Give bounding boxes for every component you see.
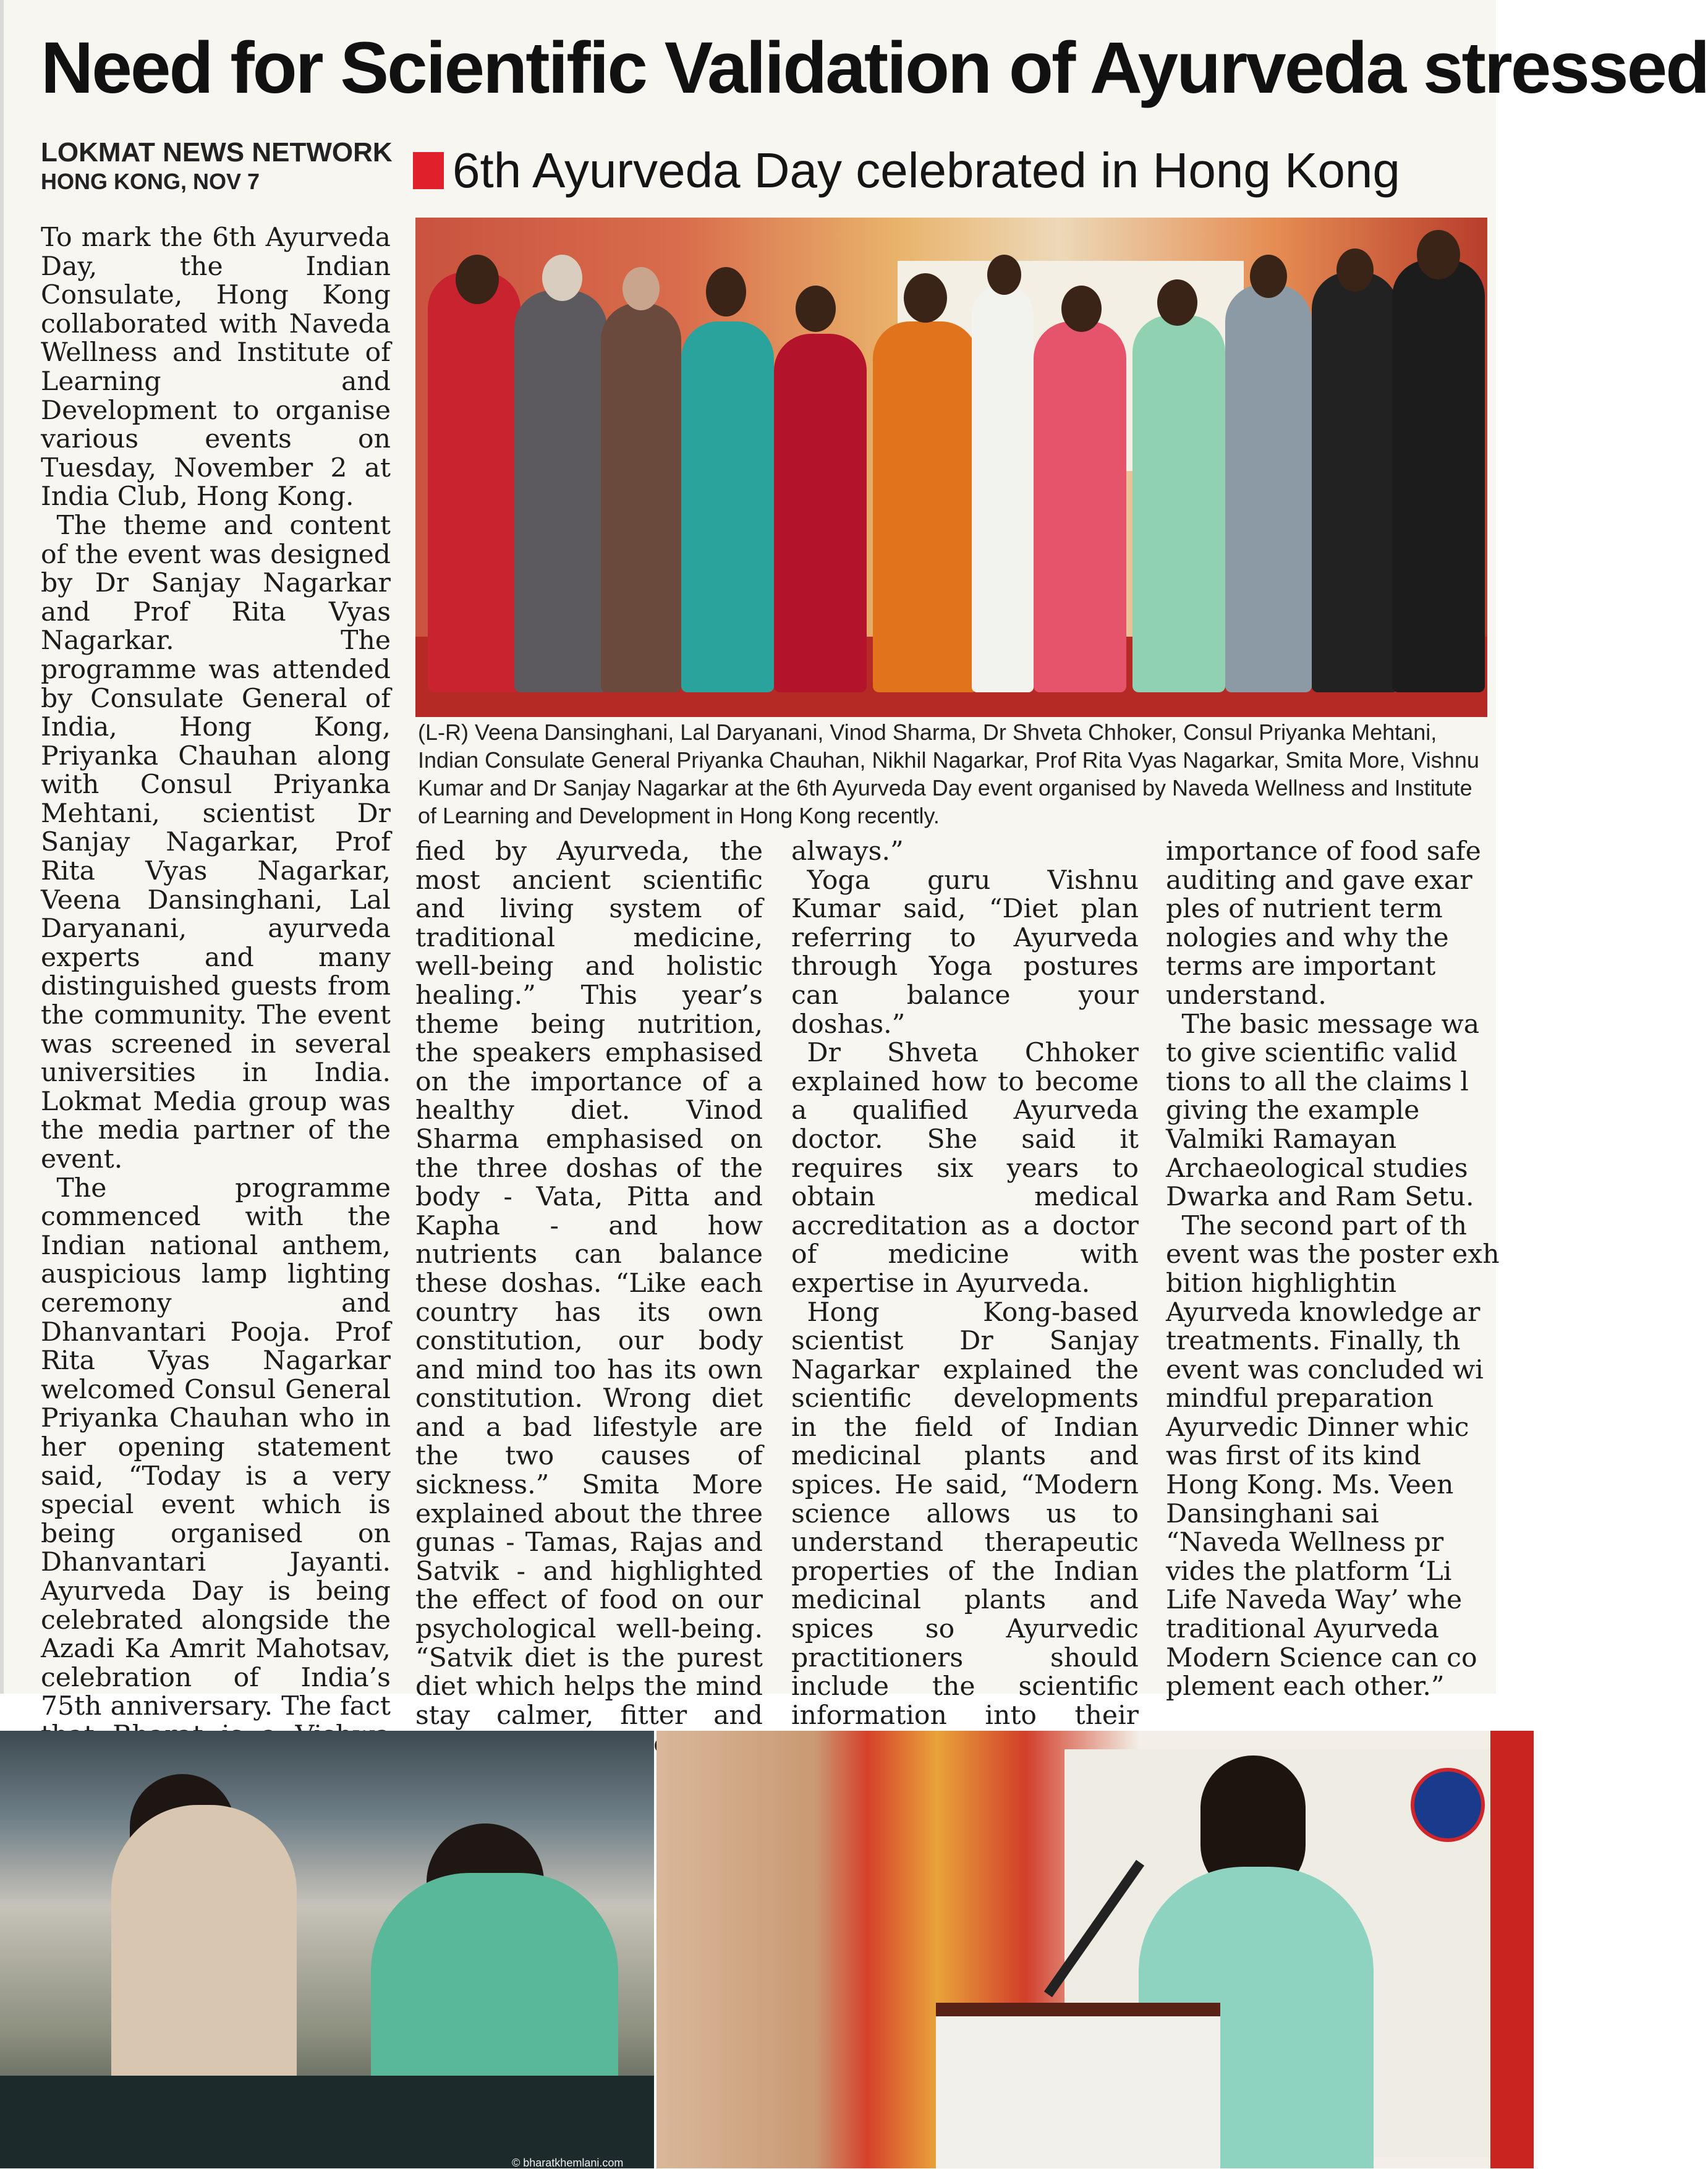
photo-person <box>1225 284 1312 692</box>
photo-table <box>0 2076 654 2168</box>
paragraph: Hong Kong-based scientist Dr Sanjay Nagarkar explained the scientific developments in the field of Indian medicinal plants and spices. He said, “Modern science allows us to understand therapeutic properties of the Indian medicinal plants and spices so Ayurvedic practitioners should include the scientific information into their <box>791 1297 1139 1731</box>
text-line: Archaeological studies <box>1166 1153 1468 1184</box>
consultation-photo <box>0 1731 654 2168</box>
photo-head <box>456 255 499 304</box>
text-line: plement each other.” <box>1166 1671 1445 1702</box>
paragraph: Yoga guru Vishnu Kumar said, “Diet plan referring to Ayurveda through Yoga postures can balance your doshas.” <box>791 865 1139 1040</box>
margin-rule <box>0 0 4 1694</box>
text-line: treatments. Finally, th <box>1166 1326 1461 1357</box>
text-line: auditing and gave exar <box>1166 865 1472 896</box>
text-line: event was the poster exh <box>1166 1239 1500 1270</box>
text-line: Life Naveda Way’ whe <box>1166 1585 1463 1616</box>
article-column-4 <box>1166 836 1500 1702</box>
photo-head <box>1336 248 1374 292</box>
photo-person <box>1132 315 1225 692</box>
paragraph: always.” <box>791 836 904 867</box>
paragraph: Dr Shveta Chhoker explained how to become a qualified Ayurveda doctor. She said it requires six years to obtain medical accreditation as a doctor of medicine with expertise in Ayurveda. <box>791 1038 1139 1299</box>
photo-head <box>987 255 1021 295</box>
text-line: Ayurveda knowledge ar <box>1166 1297 1481 1328</box>
paragraph: To mark the 6th Ayurveda Day, the Indian Consulate, Hong Kong collaborated with Naveda Wellness and Institute of Learning and Development to organise various events on Tuesday, November 2 at India Club, Hong Kong. <box>41 223 391 512</box>
article-column-1 <box>41 224 391 1779</box>
text-line: was first of its kind <box>1166 1441 1421 1472</box>
photo-person <box>972 284 1034 692</box>
photo-person <box>514 291 607 692</box>
photo-head <box>796 286 836 332</box>
text-line: The basic message wa <box>1181 1009 1480 1040</box>
photo-caption: (L-R) Veena Dansinghani, Lal Daryanani, Vinod Sharma, Dr Shveta Chhoker, Consul Priyanka Mehtani, Indian Consulate General Priyanka Chauhan, Nikhil Nagarkar, Prof Rita Vyas Nagarkar, Smita More, Vishnu Kumar and Dr Sanjay Nagarkar at the 6th Ayurveda Day event organised by Naveda Wellness and Institute of Learning and Development in Hong Kong recently. <box>418 719 1479 828</box>
text-line: to give scientific valid <box>1166 1038 1458 1069</box>
text-line: ples of nutrient term <box>1166 894 1443 925</box>
text-line: importance of food safe <box>1166 836 1481 867</box>
photo-podium <box>936 2003 1220 2168</box>
news-agency: LOKMAT NEWS NETWORK <box>41 137 393 168</box>
headline: Need for Scientific Validation of Ayurveda stressed <box>41 27 1708 109</box>
group-photo <box>415 218 1487 717</box>
dateline: HONG KONG, NOV 7 <box>41 169 260 194</box>
photo-credit: © bharatkhemlani.com <box>512 2157 624 2169</box>
photo-head <box>1157 279 1197 326</box>
byline <box>41 137 399 195</box>
text-line: understand. <box>1166 980 1327 1011</box>
text-line: nologies and why the <box>1166 922 1449 953</box>
photo-person <box>1034 321 1126 692</box>
photo-person <box>873 321 978 692</box>
text-line: giving the example <box>1166 1095 1420 1126</box>
text-line: Dwarka and Ram Setu. <box>1166 1182 1474 1213</box>
photo-head <box>904 273 947 323</box>
article-column-3 <box>791 838 1139 1788</box>
text-line: tions to all the claims l <box>1166 1066 1469 1097</box>
photo-head <box>622 267 660 310</box>
text-line: terms are important <box>1166 951 1436 982</box>
paragraph: fied by Ayurveda, the most ancient scientific and living system of traditional medicine, well-being and holistic healing.” This year’s theme being nutrition, the speakers emphasised on the importance of a healthy diet. Vinod Sharma emphasised on the three doshas of the body - Vata, Pitta and Kapha - and how nutrients can balance these doshas. “Like each country has its own constitution, our body and mind too has its own constitution. Wrong diet and a bad lifestyle are the two causes of sickness.” Smita More explained about the three gunas - Tamas, Rajas and Satvik - and highlighted the effect of food on our psychological well-being. “Satvik diet is the purest diet which helps the mind stay calmer, fitter and <box>415 836 763 1731</box>
photo-person <box>774 334 867 692</box>
text-line: Valmiki Ramayan <box>1166 1124 1397 1155</box>
photo-person <box>428 272 520 692</box>
article-column-2 <box>415 838 763 1759</box>
institute-logo-icon <box>1411 1768 1485 1842</box>
photo-curtain <box>1490 1731 1534 2168</box>
photo-head <box>1061 286 1102 332</box>
subheadline <box>413 140 1489 202</box>
paragraph: The theme and content of the event was designed by Dr Sanjay Nagarkar and Prof Rita Vyas Nagarkar. The programme was attended by Consulate General of India, Hong Kong, Priyanka Chauhan along with Consul Priyanka Mehtani, scientist Dr Sanjay Nagarkar, Prof Rita Vyas Nagarkar, Veena Dansinghani, Lal Daryanani, ayurveda experts and many distinguished guests from the community. The event was screened in several universities in India. Lokmat Media group was the media partner of the event. <box>41 510 391 1174</box>
text-line: bition highlightin <box>1166 1268 1397 1299</box>
text-line: traditional Ayurveda <box>1166 1614 1439 1645</box>
text-line: Ayurvedic Dinner whic <box>1166 1412 1469 1443</box>
red-square-marker <box>413 152 444 189</box>
photo-person <box>1312 272 1398 692</box>
speaker-photo <box>656 1731 1534 2168</box>
text-line: “Naveda Wellness pr <box>1166 1527 1444 1558</box>
photo-person <box>681 321 774 692</box>
text-line: mindful preparation <box>1166 1383 1434 1414</box>
paragraph: The programme commenced with the Indian national anthem, auspicious lamp lighting ceremony and Dhanvantari Pooja. Prof Rita Vyas Nagarkar welcomed Consul General Priyanka Chauhan who in her opening statement said, “Today is a very special event which is being organised on Dhanvantari Jayanti. Ayurveda Day is being celebrated alongside the Azadi Ka Amrit Mahotsav, celebration of India’s 75th anniversary. The fact <box>41 1173 391 1722</box>
text-line: event was concluded wi <box>1166 1354 1484 1385</box>
subheadline-text: 6th Ayurveda Day celebrated in Hong Kong <box>452 143 1400 198</box>
photo-person <box>1392 260 1485 692</box>
photo-head <box>1250 255 1287 298</box>
text-line: Modern Science can co <box>1166 1642 1477 1673</box>
text-line: Dansinghani sai <box>1166 1498 1379 1529</box>
text-line: vides the platform ‘Li <box>1166 1556 1452 1587</box>
text-line: Hong Kong. Ms. Veen <box>1166 1470 1454 1501</box>
photo-person <box>601 303 681 692</box>
photo-head <box>1417 230 1460 279</box>
text-line: The second part of th <box>1181 1210 1468 1241</box>
photo-head <box>542 255 582 301</box>
photo-head <box>706 267 746 316</box>
